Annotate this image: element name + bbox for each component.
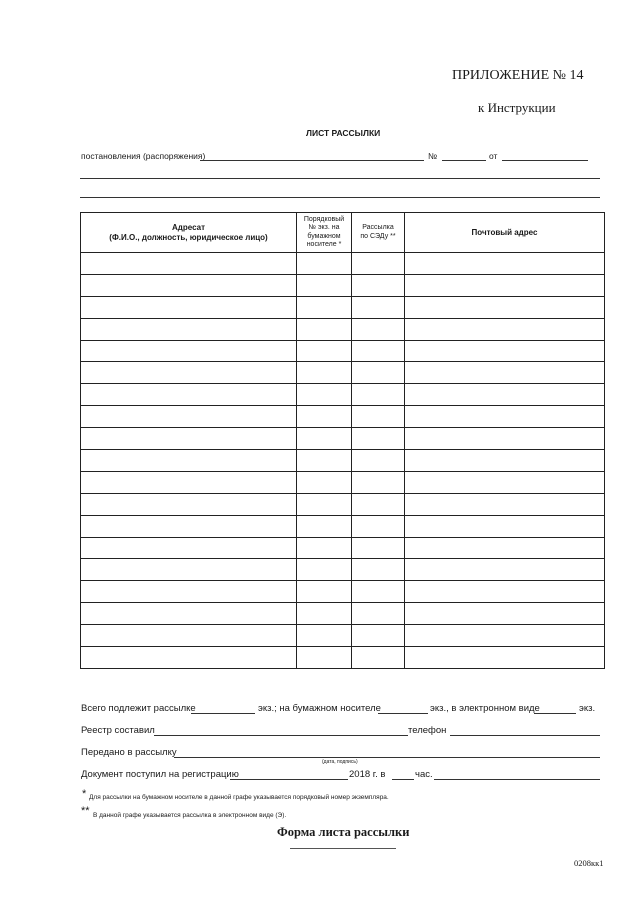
eds-cell[interactable] [352,362,405,384]
table-row [81,471,605,493]
addressee-cell[interactable] [81,384,297,406]
document-code: 0208кк1 [574,858,604,868]
col-header-postal-address: Почтовый адрес [405,213,605,253]
phone-field[interactable] [450,735,600,736]
decree-continuation-line-2[interactable] [80,197,600,198]
copy-number-cell[interactable] [297,318,352,340]
postal-address-cell[interactable] [405,493,605,515]
addressee-cell[interactable] [81,318,297,340]
copy-number-cell[interactable] [297,471,352,493]
addressee-cell[interactable] [81,537,297,559]
copy-number-cell[interactable] [297,559,352,581]
col-header-eds: Рассылка по СЭДу ** [352,213,405,253]
paper-count-field[interactable] [378,713,428,714]
copy-number-cell[interactable] [297,625,352,647]
postal-address-cell[interactable] [405,603,605,625]
addressee-cell[interactable] [81,450,297,472]
phone-label: телефон [408,725,447,736]
decree-label: постановления (распоряжения) [81,151,206,161]
eds-cell[interactable] [352,559,405,581]
registry-field[interactable] [154,735,408,736]
sent-field[interactable] [174,757,600,758]
copy-number-cell[interactable] [297,493,352,515]
copy-number-cell[interactable] [297,450,352,472]
postal-address-cell[interactable] [405,471,605,493]
copy-number-cell[interactable] [297,581,352,603]
decree-number-field[interactable] [442,160,486,161]
eds-cell[interactable] [352,274,405,296]
appendix-number: ПРИЛОЖЕНИЕ № 14 [452,68,584,83]
table-row [81,515,605,537]
eds-cell[interactable] [352,515,405,537]
form-caption-underline [290,848,396,849]
postal-address-cell[interactable] [405,450,605,472]
copy-number-cell[interactable] [297,384,352,406]
table-row [81,493,605,515]
addressee-cell[interactable] [81,603,297,625]
addressee-cell[interactable] [81,471,297,493]
table-row [81,296,605,318]
addressee-cell[interactable] [81,647,297,669]
decree-number-label: № [428,151,438,161]
addressee-cell[interactable] [81,274,297,296]
postal-address-cell[interactable] [405,581,605,603]
copy-number-cell[interactable] [297,296,352,318]
received-extra-field[interactable] [434,779,600,780]
note2-text: В данной графе указывается рассылка в электронном виде (Э). [93,812,287,819]
table-row [81,384,605,406]
postal-address-cell[interactable] [405,384,605,406]
eds-cell[interactable] [352,493,405,515]
copy-number-cell[interactable] [297,362,352,384]
note1-mark: * [82,788,87,800]
decree-date-label: от [489,151,498,161]
table-row [81,253,605,275]
addressee-cell[interactable] [81,515,297,537]
distribution-table [80,212,605,669]
eds-cell[interactable] [352,603,405,625]
postal-address-cell[interactable] [405,274,605,296]
total-label: Всего подлежит рассылке [81,703,196,714]
table-row [81,603,605,625]
postal-address-cell[interactable] [405,625,605,647]
eds-cell[interactable] [352,253,405,275]
col-header-copy-number: Порядковый № экз. на бумажном носителе * [297,213,352,253]
table-row [81,559,605,581]
appendix-subtitle: к Инструкции [478,100,556,115]
table-row [81,581,605,603]
table-row [81,406,605,428]
electronic-count-field[interactable] [534,713,576,714]
copy-number-cell[interactable] [297,406,352,428]
eds-cell[interactable] [352,384,405,406]
postal-address-cell[interactable] [405,253,605,275]
eds-cell[interactable] [352,340,405,362]
eds-cell[interactable] [352,581,405,603]
received-hour-field[interactable] [392,779,414,780]
eds-cell[interactable] [352,406,405,428]
total-field[interactable] [191,713,255,714]
eds-cell[interactable] [352,296,405,318]
received-year: 2018 г. в [349,769,386,780]
addressee-cell[interactable] [81,362,297,384]
registry-label: Реестр составил [81,725,155,736]
copy-number-cell[interactable] [297,428,352,450]
table-row [81,428,605,450]
received-label: Документ поступил на регистрацию [81,769,239,780]
decree-continuation-line-1[interactable] [80,178,600,179]
table-row [81,450,605,472]
date-sign-hint: (дата, подпись) [322,759,358,765]
postal-address-cell[interactable] [405,340,605,362]
eds-cell[interactable] [352,450,405,472]
postal-address-cell[interactable] [405,296,605,318]
addressee-cell[interactable] [81,493,297,515]
ekz-label: экз. [579,703,596,714]
decree-date-field[interactable] [502,160,588,161]
postal-address-cell[interactable] [405,647,605,669]
eds-cell[interactable] [352,537,405,559]
postal-address-cell[interactable] [405,362,605,384]
table-row [81,625,605,647]
postal-address-cell[interactable] [405,515,605,537]
copy-number-cell[interactable] [297,647,352,669]
copy-number-cell[interactable] [297,253,352,275]
postal-address-cell[interactable] [405,428,605,450]
sent-label: Передано в рассылку [81,747,177,758]
eds-cell[interactable] [352,318,405,340]
addressee-cell[interactable] [81,428,297,450]
form-caption: Форма листа рассылки [277,825,410,839]
eds-cell[interactable] [352,625,405,647]
received-date-field[interactable] [230,779,348,780]
postal-address-cell[interactable] [405,318,605,340]
copy-number-cell[interactable] [297,274,352,296]
col-header-addressee: Адресат (Ф.И.О., должность, юридическое лицо) [81,213,297,253]
table-row [81,274,605,296]
addressee-cell[interactable] [81,581,297,603]
postal-address-cell[interactable] [405,406,605,428]
copy-number-cell[interactable] [297,515,352,537]
addressee-cell[interactable] [81,625,297,647]
table-row [81,318,605,340]
copy-number-cell[interactable] [297,603,352,625]
addressee-cell[interactable] [81,296,297,318]
eds-cell[interactable] [352,428,405,450]
table-header-row [81,213,605,253]
table-row [81,340,605,362]
addressee-cell[interactable] [81,253,297,275]
decree-title-field[interactable] [200,160,424,161]
received-hour-label: час. [415,769,433,780]
paper-label: экз.; на бумажном носителе [258,703,381,714]
eds-cell[interactable] [352,647,405,669]
copy-number-cell[interactable] [297,537,352,559]
addressee-cell[interactable] [81,559,297,581]
postal-address-cell[interactable] [405,559,605,581]
table-row [81,647,605,669]
note1-text: Для рассылки на бумажном носителе в данной графе указывается порядковый номер экземпляра. [89,794,389,801]
electronic-label: экз., в электронном виде [430,703,540,714]
table-row [81,537,605,559]
table-row [81,362,605,384]
postal-address-cell[interactable] [405,537,605,559]
document-title: ЛИСТ РАССЫЛКИ [306,128,381,138]
copy-number-cell[interactable] [297,340,352,362]
addressee-cell[interactable] [81,406,297,428]
note2-mark: ** [81,805,90,817]
eds-cell[interactable] [352,471,405,493]
addressee-cell[interactable] [81,340,297,362]
